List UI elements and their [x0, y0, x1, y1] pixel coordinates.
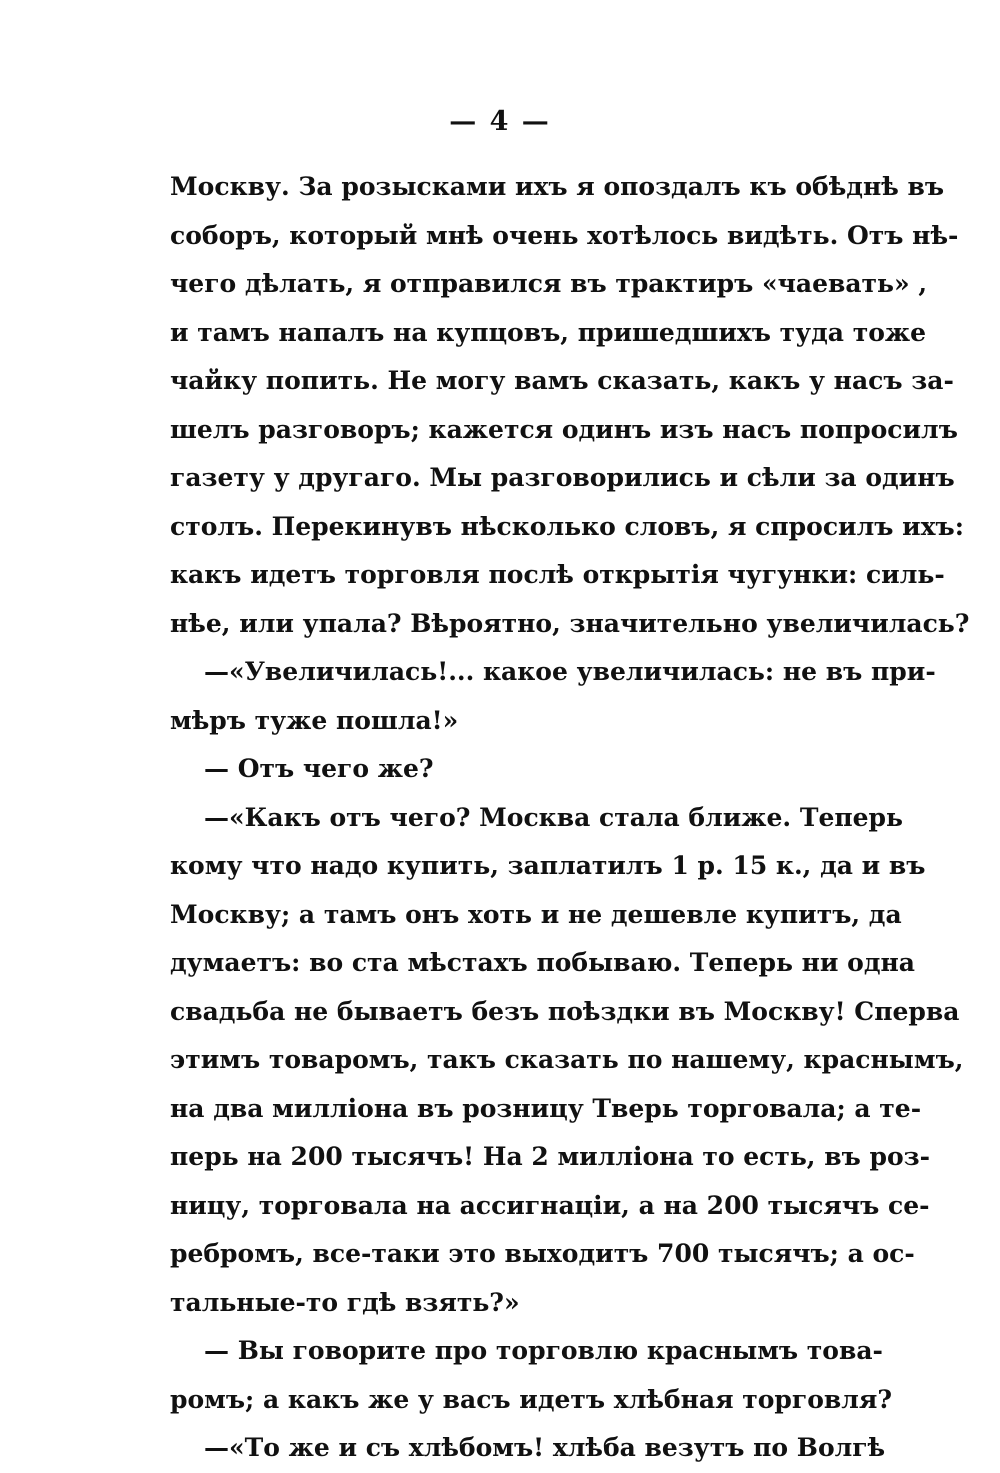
body-text	[170, 163, 970, 1473]
text-line: этимъ товаромъ, такъ сказать по нашему, краснымъ,	[170, 1045, 964, 1074]
text-line: — Отъ чего же?	[204, 754, 434, 783]
text-line: мѣръ туже пошла!»	[170, 705, 459, 735]
text-line: —«Какъ отъ чего? Москва стала ближе. Теперь	[204, 802, 903, 832]
text-line: ребромъ, все-таки это выходитъ 700 тысячъ; а ос-	[170, 1239, 915, 1268]
text-line: какъ идетъ торговля послѣ открытія чугунки: силь-	[170, 560, 945, 589]
text-line: ромъ; а какъ же у васъ идетъ хлѣбная торговля?	[170, 1384, 892, 1414]
text-line: —«Увеличилась!... какое увеличилась: не въ при-	[204, 657, 936, 686]
text-line: чего дѣлать, я отправился въ трактиръ «чаевать» ,	[170, 269, 928, 298]
text-line: думаетъ: во ста мѣстахъ побываю. Теперь ни одна	[170, 948, 916, 977]
text-line: перь на 200 тысячъ! На 2 милліона то есть, въ роз-	[170, 1142, 930, 1171]
text-line: газету у другаго. Мы разговорились и сѣли за одинъ	[170, 463, 955, 492]
text-line: ницу, торговала на ассигнаціи, а на 200 тысячъ се-	[170, 1190, 930, 1220]
text-line: чайку попить. Не могу вамъ сказать, какъ у насъ за-	[170, 366, 954, 395]
text-line: кому что надо купить, заплатилъ 1 р. 15 к., да и въ	[170, 851, 926, 880]
text-line: тальные-то гдѣ взять?»	[170, 1287, 520, 1317]
text-line: соборъ, который мнѣ очень хотѣлось видѣть. Отъ нѣ-	[170, 220, 959, 250]
text-line: нѣе, или упала? Вѣроятно, значительно увеличилась?	[170, 608, 970, 638]
text-line: Москву; а тамъ онъ хоть и не дешевле купитъ, да	[170, 899, 902, 929]
text-line: и тамъ напалъ на купцовъ, пришедшихъ туда тоже	[170, 317, 927, 347]
text-line: Москву. За розысками ихъ я опоздалъ къ обѣднѣ въ	[170, 172, 945, 201]
text-line: столъ. Перекинувъ нѣсколько словъ, я спросилъ ихъ:	[170, 511, 964, 541]
text-line: — Вы говорите про торговлю краснымъ това-	[204, 1336, 883, 1365]
text-line: —«То же и съ хлѣбомъ! хлѣба везутъ по Волгѣ	[204, 1433, 886, 1462]
text-line: шелъ разговоръ; кажется одинъ изъ насъ попросилъ	[170, 414, 958, 444]
text-line: свадьба не бываетъ безъ поѣздки въ Москву! Сперва	[170, 996, 960, 1026]
text-line: на два милліона въ розницу Тверь торговала; а те-	[170, 1093, 922, 1123]
page-number: — 4 —	[449, 106, 551, 137]
